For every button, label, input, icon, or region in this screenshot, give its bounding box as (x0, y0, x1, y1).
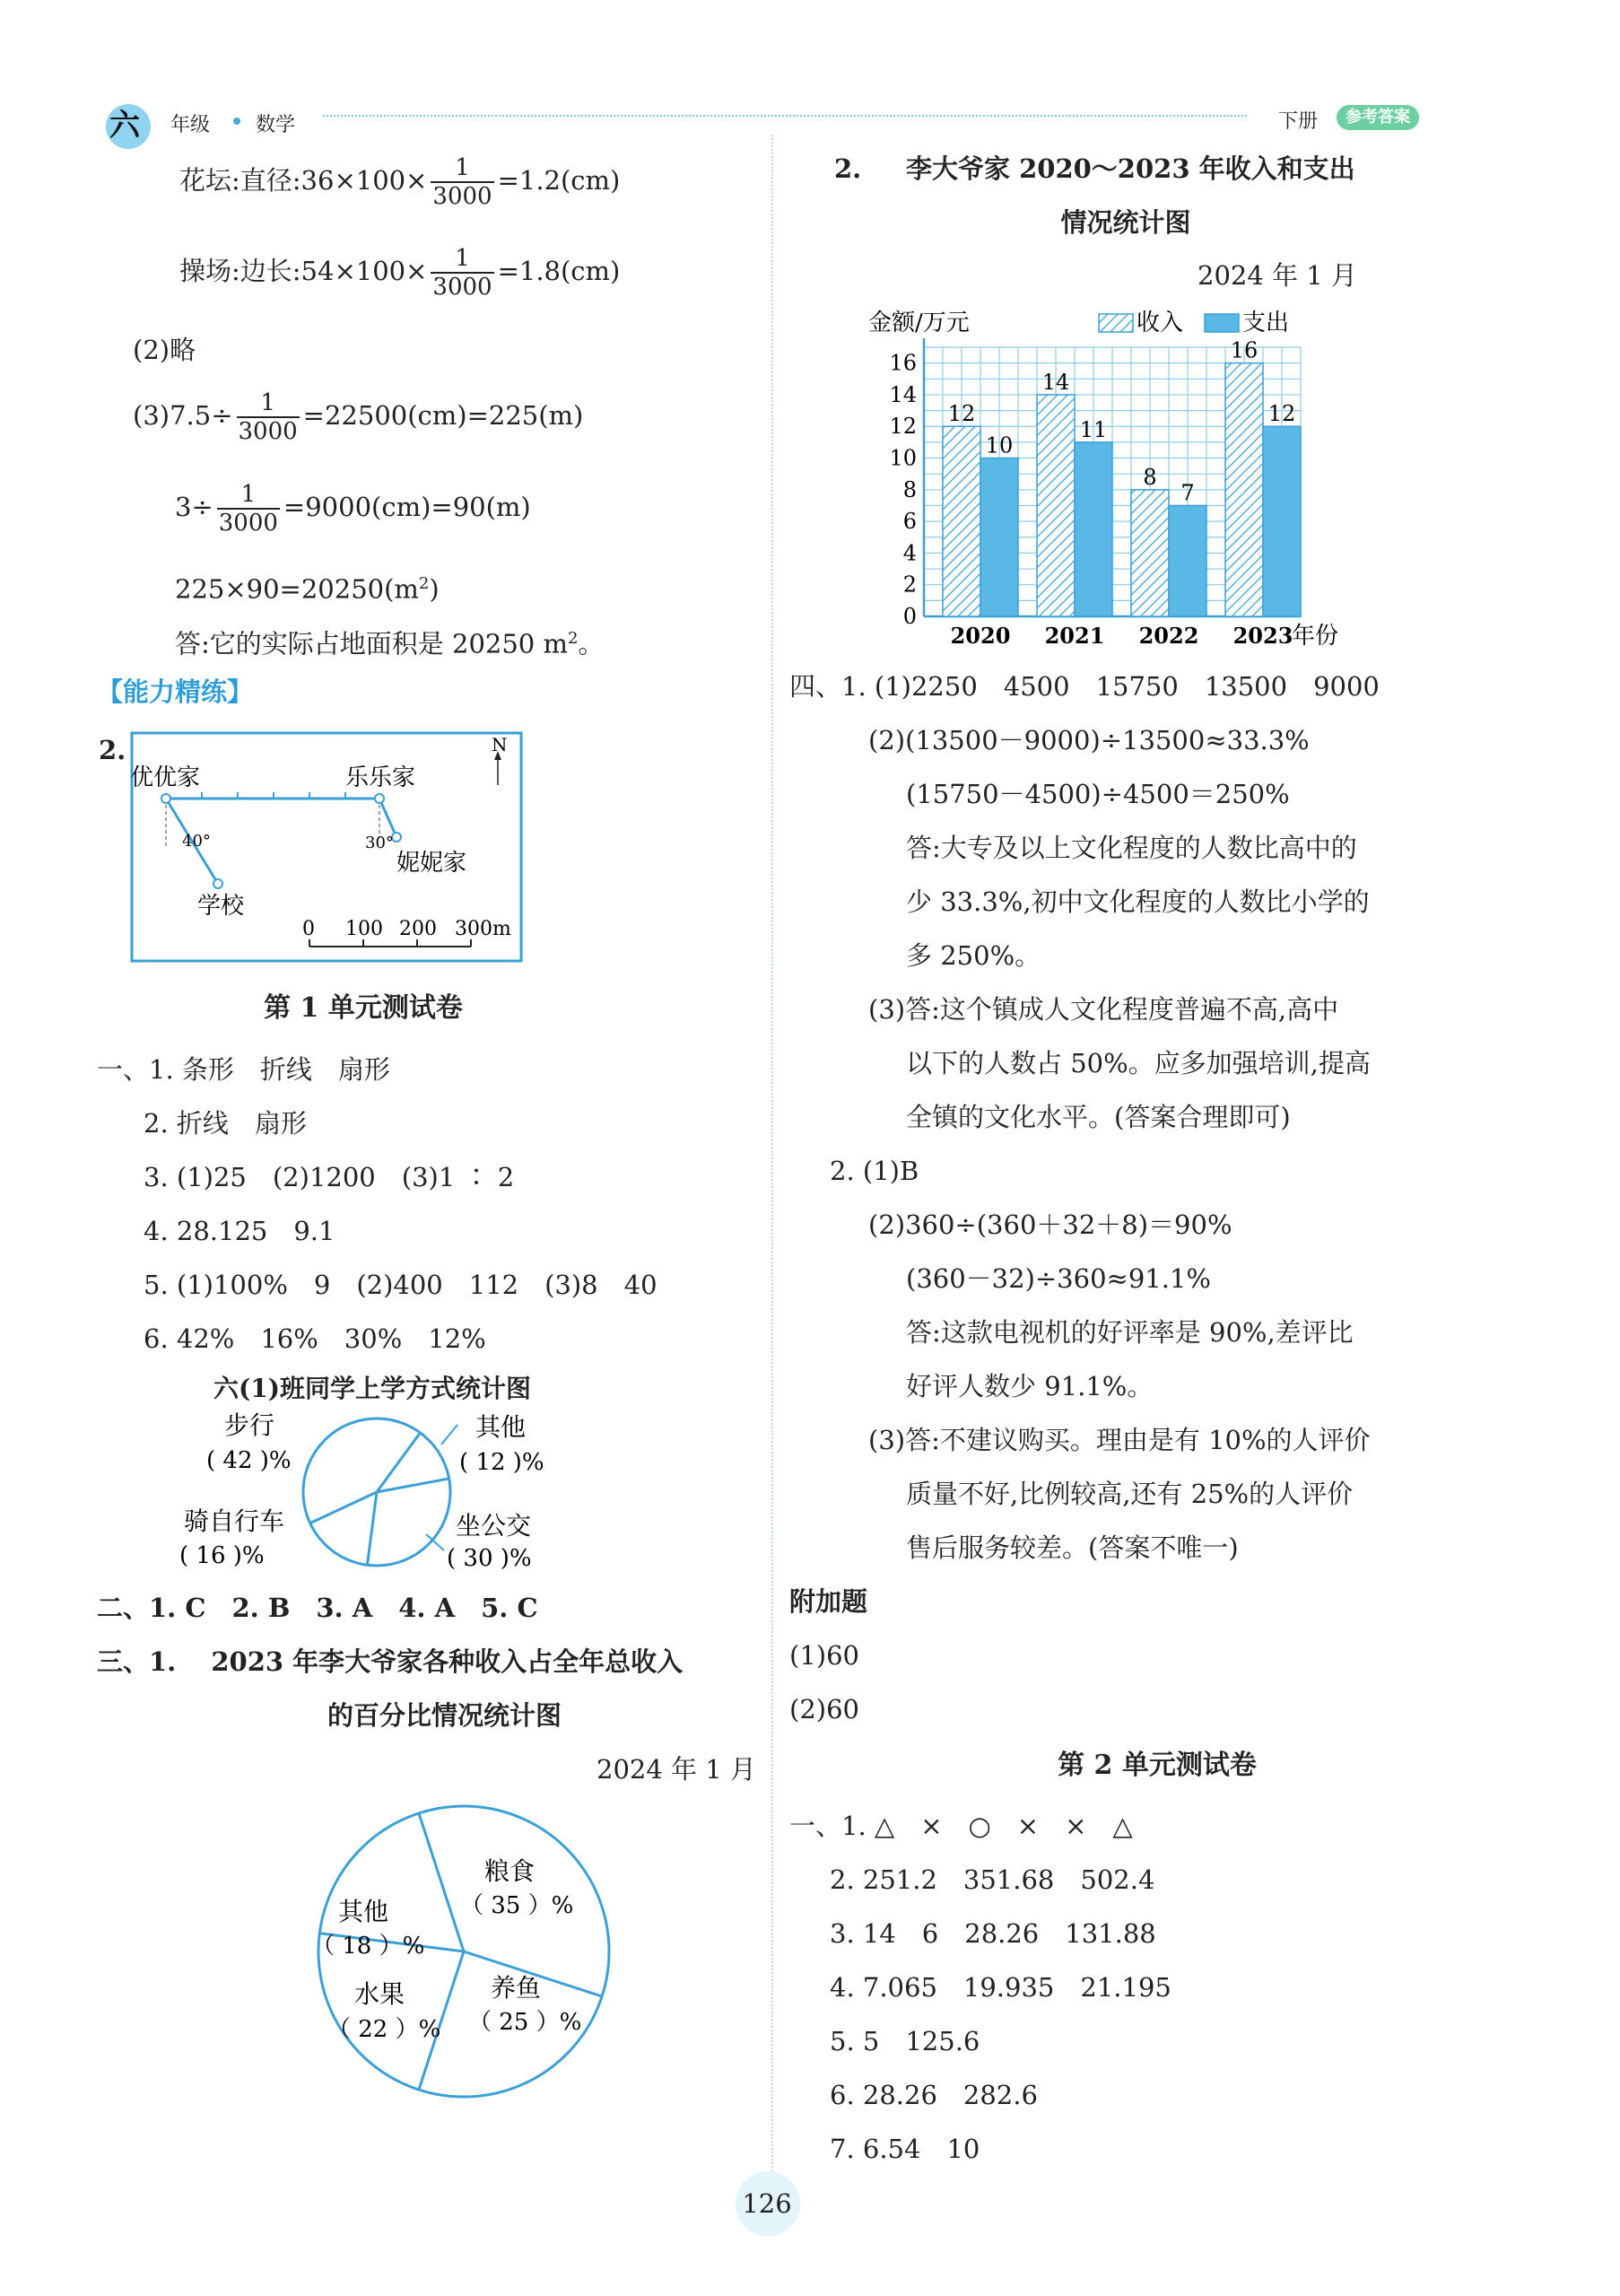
bar-value-label: 8 (1143, 464, 1157, 490)
answer-line: 多 250%。 (906, 940, 1041, 971)
text: 答:它的实际占地面积是 20250 m (175, 628, 568, 659)
answer-line: 7. 6.54 10 (830, 2134, 980, 2164)
answer-line: 6. 28.26 282.6 (830, 2080, 1038, 2110)
y-tick-label: 2 (902, 572, 917, 598)
pie-slice-divider (377, 1479, 449, 1492)
answer-line: 2. (1)B (830, 1156, 919, 1186)
x-tick-label: 2020 (950, 623, 1011, 649)
north-icon: N (492, 734, 508, 755)
fraction-num: 1 (431, 154, 493, 183)
y-tick-label: 4 (902, 540, 917, 566)
extra-answer: (2)60 (789, 1694, 859, 1724)
line-omit: (2)略 (133, 335, 196, 365)
pie2-grain-value: （ 35 ）% (460, 1892, 574, 1919)
pie2-fruit-label: 水果 (354, 1979, 405, 2009)
pie2-other-label: 其他 (338, 1897, 389, 1926)
answer-line: 4. 7.065 19.935 21.195 (830, 1972, 1171, 2003)
map-diagram (130, 731, 525, 965)
x-tick-label: 2022 (1138, 623, 1199, 649)
fraction (237, 389, 300, 445)
bar-value-label: 12 (947, 401, 976, 427)
pie1-bus-label: 坐公交 (456, 1511, 532, 1541)
pie1-title: 六(1)班同学上学方式统计图 (213, 1374, 531, 1403)
scale-0: 0 (302, 918, 315, 940)
answer-line: 答:这款电视机的好评率是 90%,差评比 (906, 1317, 1354, 1348)
bar-expense-2020 (980, 458, 1018, 616)
extra-answer: (1)60 (789, 1640, 859, 1671)
chart-title-1: 李大爷家 2020～2023 年收入和支出 (906, 153, 1355, 184)
answer-line: (360－32)÷360≈91.1% (906, 1263, 1211, 1294)
bar-income-2023 (1225, 363, 1263, 616)
answer-line: 全镇的文化水平。(答案合理即可) (906, 1102, 1291, 1132)
answer-line: (2)360÷(360＋32＋8)＝90% (868, 1209, 1232, 1240)
answer-badge: 参考答案 (1337, 105, 1419, 130)
pie1-walk-value: ( 42 )% (206, 1447, 292, 1474)
text: ) (429, 573, 440, 605)
unit2-title: 第 2 单元测试卷 (1058, 1750, 1257, 1781)
fraction-den: 3000 (238, 418, 298, 445)
answer-line: 质量不好,比例较高,还有 25%的人评价 (906, 1479, 1354, 1509)
pie2-other-value: （ 18 ）% (311, 1933, 425, 1960)
bar-value-label: 16 (1230, 337, 1259, 363)
answer-line: (3)答:不建议购买。理由是有 10%的人评价 (868, 1425, 1371, 1455)
section-2-answers: 二、1. C 2. B 3. A 4. A 5. C (97, 1593, 538, 1623)
label-lele: 乐乐家 (345, 764, 416, 791)
pie2-fish-value: （ 25 ）% (468, 2009, 582, 2036)
bar-expense-2021 (1075, 442, 1112, 616)
bar-value-label: 11 (1079, 416, 1108, 442)
y-tick-label: 6 (902, 509, 917, 535)
bar-income-2021 (1037, 395, 1075, 616)
x-tick-label: 2023 (1232, 623, 1293, 649)
fraction-den: 3000 (432, 274, 492, 301)
answer-line: 一、1. △ × ○ × × △ (789, 1811, 1133, 1841)
answer-line: 5. (1)100% 9 (2)400 112 (3)8 40 (144, 1270, 658, 1300)
line-flowerbed (179, 154, 620, 210)
fraction (217, 481, 280, 537)
pie2-grain-label: 粮食 (484, 1856, 536, 1886)
bar-value-label: 12 (1267, 401, 1296, 427)
header-rule (323, 115, 1247, 117)
bar-expense-2023 (1263, 426, 1301, 616)
x-tick-label: 2021 (1044, 623, 1105, 649)
superscript: 2 (567, 629, 579, 648)
text: =9000(cm)=90(m) (283, 492, 531, 522)
pie1-other-label: 其他 (475, 1412, 527, 1442)
map-point-lele (375, 794, 384, 803)
pie1-walk-label: 步行 (224, 1410, 275, 1440)
angle-40: 40° (182, 832, 211, 851)
grade-label: 年级 (170, 114, 211, 136)
y-tick-label: 16 (889, 350, 917, 376)
section-3-title-1: 三、1. 2023 年李大爷家各种收入占全年总收入 (97, 1646, 684, 1677)
legend-expense-swatch (1205, 314, 1239, 332)
y-tick-label: 8 (902, 476, 917, 502)
answer-line: (3)答:这个镇成人文化程度普遍不高,高中 (868, 994, 1339, 1025)
answer-line: 6. 42% 16% 30% 12% (144, 1323, 486, 1354)
chart-title-2: 情况统计图 (1060, 207, 1191, 238)
text: =1.2(cm) (497, 165, 621, 196)
scale-200: 200 (399, 918, 437, 940)
answer-line: 以下的人数占 50%。应多加强培训,提高 (906, 1048, 1371, 1078)
line-3-a (133, 389, 583, 445)
answer-line: 答:大专及以上文化程度的人数比高中的 (906, 833, 1357, 863)
extra-title: 附加题 (789, 1586, 868, 1617)
answer-line: 2. 251.2 351.68 502.4 (830, 1864, 1155, 1895)
fraction-den: 3000 (218, 510, 278, 537)
pie1-bus-value: ( 30 )% (447, 1545, 532, 1572)
subject-label: 数学 (256, 114, 296, 136)
pie-chart-transport (170, 1409, 574, 1579)
grade-char: 六 (109, 108, 140, 144)
fraction (431, 154, 493, 210)
line-answer (175, 623, 604, 660)
text: 3÷ (175, 492, 213, 522)
text: 操场:边长:54×100× (179, 256, 428, 286)
chart-xlabel: 年份 (1292, 623, 1339, 650)
line-area (175, 568, 440, 606)
y-tick-label: 14 (889, 381, 917, 407)
text: 花坛:直径:36×100× (179, 165, 428, 196)
answer-line: (2)(13500－9000)÷13500≈33.3% (868, 725, 1310, 755)
legend-income-swatch (1099, 314, 1133, 332)
pie1-bike-value: ( 16 )% (179, 1542, 265, 1569)
bar-chart-income-expense (857, 301, 1359, 659)
page-number: 126 (742, 2188, 792, 2219)
pie2-fruit-value: （ 22 ）% (327, 2016, 441, 2043)
bar-value-label: 7 (1180, 480, 1195, 506)
line-3-b (175, 481, 531, 537)
chart-q2-label: 2. (834, 153, 862, 184)
header-dot (233, 118, 240, 125)
pie2-date: 2024 年 1 月 (597, 1754, 756, 1785)
text: 225×90=20250(m (175, 573, 419, 605)
pie-chart-income (300, 1803, 614, 2108)
pie1-other-value: ( 12 )% (459, 1449, 544, 1476)
unit1-title: 第 1 单元测试卷 (264, 992, 463, 1024)
answer-line: 少 33.3%,初中文化程度的人数比小学的 (906, 886, 1370, 917)
legend-income-label: 收入 (1137, 310, 1184, 336)
answer-line: (15750－4500)÷4500＝250% (906, 779, 1290, 809)
y-tick-label: 0 (902, 604, 917, 629)
text: =1.8(cm) (497, 256, 621, 286)
q2-label: 2. (99, 735, 126, 765)
superscript: 2 (418, 574, 430, 593)
answer-line: 4. 28.125 9.1 (144, 1216, 335, 1246)
line-playground (179, 245, 620, 301)
label-nini: 妮妮家 (396, 850, 467, 877)
answer-line: 5. 5 125.6 (830, 2026, 980, 2056)
answer-line: 3. (1)25 (2)1200 (3)1 ∶ 2 (144, 1162, 515, 1192)
fraction-num: 1 (217, 481, 280, 510)
fraction-num: 1 (237, 389, 300, 418)
pie-slice-divider (377, 1433, 420, 1492)
bar-expense-2022 (1169, 505, 1206, 616)
pie2-fish-label: 养鱼 (491, 1973, 542, 2003)
pie-slice-divider (419, 1813, 464, 1951)
y-tick-label: 12 (889, 414, 917, 440)
bar-income-2020 (943, 426, 980, 616)
angle-30: 30° (365, 834, 394, 852)
map-point-youyou (161, 794, 170, 803)
fraction-den: 3000 (432, 183, 492, 210)
answer-line: 一、1. 条形 折线 扇形 (97, 1054, 390, 1085)
answer-line: 3. 14 6 28.26 131.88 (830, 1918, 1156, 1949)
bar-value-label: 14 (1041, 369, 1070, 395)
label-school: 学校 (197, 893, 245, 920)
label-youyou: 优优家 (130, 764, 201, 791)
answer-line: 四、1. (1)2250 4500 15750 13500 9000 (789, 671, 1380, 702)
scale-300: 300m (455, 918, 511, 940)
column-divider (771, 135, 773, 2189)
section-ability: 【能力精练】 (97, 677, 254, 707)
answer-line: 2. 折线 扇形 (144, 1108, 307, 1139)
chart-date: 2024 年 1 月 (1198, 260, 1357, 291)
answer-line: 好评人数少 91.1%。 (906, 1371, 1154, 1401)
fraction-num: 1 (431, 245, 493, 274)
text: =22500(cm)=225(m) (302, 400, 584, 431)
section-3-title-2: 的百分比情况统计图 (327, 1700, 562, 1731)
bar-value-label: 10 (985, 432, 1014, 458)
pie-slice-divider (367, 1492, 377, 1565)
volume-label: 下册 (1278, 110, 1319, 133)
text: (3)7.5÷ (133, 400, 233, 431)
answer-line: 售后服务较差。(答案不唯一) (906, 1532, 1239, 1563)
fraction (431, 245, 493, 301)
pie1-bike-label: 骑自行车 (184, 1506, 285, 1536)
text: 。 (578, 628, 605, 659)
scale-100: 100 (345, 918, 383, 940)
map-point-school (213, 879, 222, 888)
y-tick-label: 10 (889, 445, 917, 471)
bar-income-2022 (1131, 490, 1169, 616)
chart-ylabel: 金额/万元 (868, 310, 970, 336)
pie-slice-divider (310, 1492, 377, 1523)
legend-expense-label: 支出 (1242, 310, 1290, 336)
